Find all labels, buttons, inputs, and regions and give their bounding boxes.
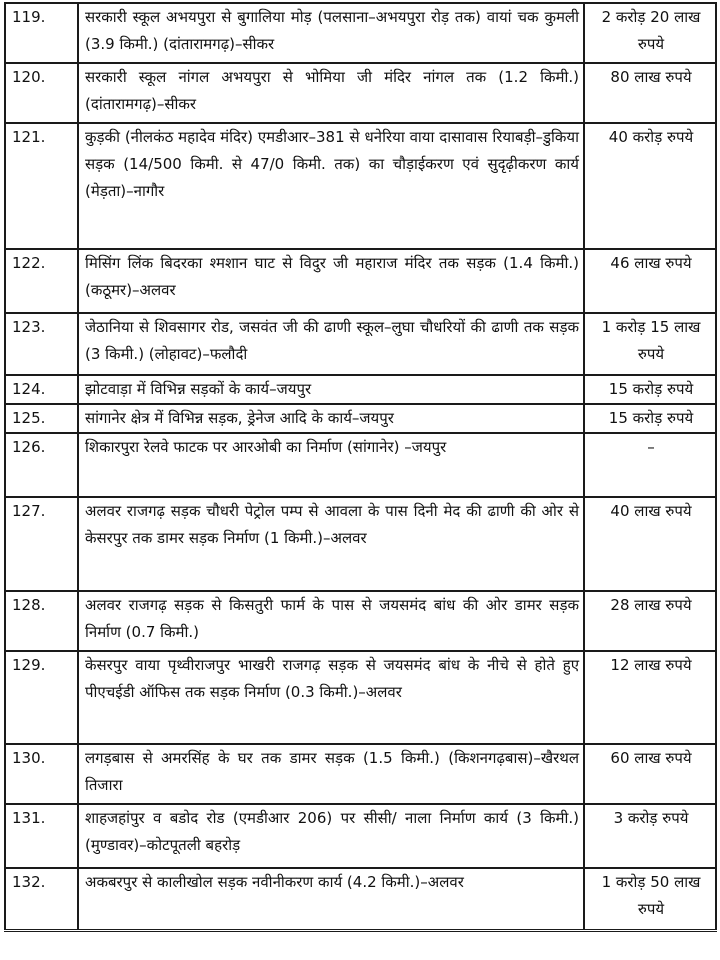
work-description-cell: जेठानिया से शिवसागर रोड, जसवंत जी की ढाणी स्कूल–लुघा चौधरियों की ढाणी तक सड़क (3 किमी.) (लोहावट)–फलौदी — [78, 313, 584, 375]
amount-cell: 46 लाख रुपये — [584, 249, 716, 313]
table-row — [5, 404, 716, 433]
amount-cell: 15 करोड़ रुपये — [584, 404, 716, 433]
table-row — [5, 63, 716, 123]
table-row — [5, 249, 716, 313]
work-description-cell: लगड़बास से अमरसिंह के घर तक डामर सड़क (1.5 किमी.) (किशनगढ़बास)–खैरथल तिजारा — [78, 744, 584, 804]
serial-number-cell: 129. — [5, 651, 78, 744]
amount-cell: 1 करोड़ 50 लाख रुपये — [584, 868, 716, 930]
work-description-cell: झोटवाड़ा में विभिन्न सड़कों के कार्य–जयपुर — [78, 375, 584, 404]
serial-number-cell: 123. — [5, 313, 78, 375]
serial-number-cell: 128. — [5, 591, 78, 651]
serial-number-cell: 132. — [5, 868, 78, 930]
serial-number-cell: 127. — [5, 497, 78, 591]
work-description-cell: अकबरपुर से कालीखोल सड़क नवीनीकरण कार्य (4.2 किमी.)–अलवर — [78, 868, 584, 930]
serial-number-cell: 126. — [5, 433, 78, 497]
table-row — [5, 868, 716, 930]
serial-number-cell: 120. — [5, 63, 78, 123]
table-row — [5, 433, 716, 497]
amount-cell: 2 करोड़ 20 लाख रुपये — [584, 3, 716, 63]
table-row — [5, 3, 716, 63]
amount-cell: 3 करोड़ रुपये — [584, 804, 716, 868]
work-description-cell: शिकारपुरा रेलवे फाटक पर आरओबी का निर्माण (सांगानेर) –जयपुर — [78, 433, 584, 497]
amount-cell: 28 लाख रुपये — [584, 591, 716, 651]
amount-cell: 1 करोड़ 15 लाख रुपये — [584, 313, 716, 375]
work-description-cell: कुड़की (नीलकंठ महादेव मंदिर) एमडीआर–381 से धनेरिया वाया दासावास रियाबड़ी–डुकिया सड़क (14/500 किमी. से 47/0 किमी. तक) का चौड़ाईकरण एवं सुदृढ़ीकरण कार्य (मेड़ता)–नागौर — [78, 123, 584, 249]
table-row — [5, 123, 716, 249]
work-description-cell: सरकारी स्कूल अभयपुरा से बुगालिया मोड़ (पलसाना–अभयपुरा रोड़ तक) वायां चक कुमली (3.9 किमी.) (दांतारामगढ़)–सीकर — [78, 3, 584, 63]
amount-cell: 80 लाख रुपये — [584, 63, 716, 123]
amount-cell: – — [584, 433, 716, 497]
amount-cell: 12 लाख रुपये — [584, 651, 716, 744]
serial-number-cell: 124. — [5, 375, 78, 404]
work-description-cell: मिसिंग लिंक बिदरका श्मशान घाट से विदुर जी महाराज मंदिर तक सड़क (1.4 किमी.) (कठूमर)–अलवर — [78, 249, 584, 313]
table-row — [5, 497, 716, 591]
serial-number-cell: 119. — [5, 3, 78, 63]
amount-cell: 40 करोड़ रुपये — [584, 123, 716, 249]
table-row — [5, 744, 716, 804]
work-description-cell: केसरपुर वाया पृथ्वीराजपुर भाखरी राजगढ़ सड़क से जयसमंद बांध के नीचे से होते हुए पीएचईडी ऑफिस तक सड़क निर्माण (0.3 किमी.)–अलवर — [78, 651, 584, 744]
work-description-cell: अलवर राजगढ़ सड़क से किसतुरी फार्म के पास से जयसमंद बांध की ओर डामर सड़क निर्माण (0.7 किमी.) — [78, 591, 584, 651]
serial-number-cell: 130. — [5, 744, 78, 804]
table-row — [5, 591, 716, 651]
works-table — [4, 2, 717, 932]
work-description-cell: सरकारी स्कूल नांगल अभयपुरा से भोमिया जी मंदिर नांगल तक (1.2 किमी.) (दांतारामगढ़)–सीकर — [78, 63, 584, 123]
serial-number-cell: 121. — [5, 123, 78, 249]
serial-number-cell: 125. — [5, 404, 78, 433]
table-row — [5, 804, 716, 868]
work-description-cell: शाहजहांपुर व बडोद रोड (एमडीआर 206) पर सीसी/ नाला निर्माण कार्य (3 किमी.) (मुण्डावर)–कोटपूतली बहरोड़ — [78, 804, 584, 868]
table-row — [5, 313, 716, 375]
amount-cell: 15 करोड़ रुपये — [584, 375, 716, 404]
work-description-cell: सांगानेर क्षेत्र में विभिन्न सड़क, ड्रेनेज आदि के कार्य–जयपुर — [78, 404, 584, 433]
amount-cell: 60 लाख रुपये — [584, 744, 716, 804]
amount-cell: 40 लाख रुपये — [584, 497, 716, 591]
serial-number-cell: 122. — [5, 249, 78, 313]
serial-number-cell: 131. — [5, 804, 78, 868]
work-description-cell: अलवर राजगढ़ सड़क चौधरी पेट्रोल पम्प से आवला के पास दिनी मेद की ढाणी की ओर से केसरपुर तक डामर सड़क निर्माण (1 किमी.)–अलवर — [78, 497, 584, 591]
table-row — [5, 651, 716, 744]
works-table-body — [5, 3, 716, 930]
table-row — [5, 375, 716, 404]
